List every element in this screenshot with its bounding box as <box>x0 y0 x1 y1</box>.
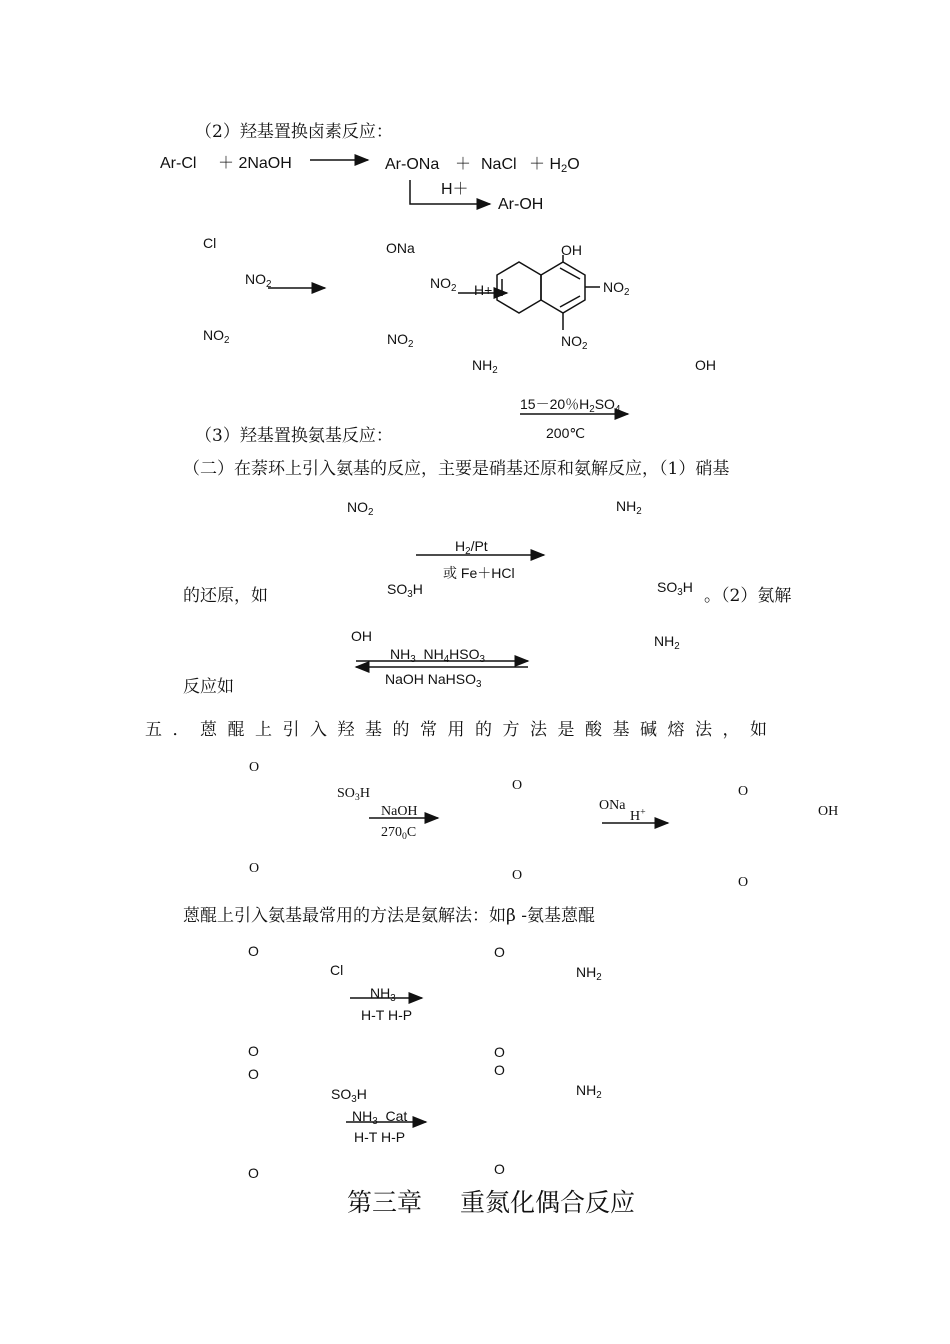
label-oh-s5: OH <box>351 628 372 644</box>
condition-nh3-cat: $NH_3$ Cat <box>352 1108 408 1127</box>
plus-sign: ＋ <box>455 156 472 173</box>
label-o-1: O <box>249 760 260 775</box>
condition-ht-hp-2: H-T H-P <box>354 1129 406 1145</box>
label-ona-s6: ONa <box>599 798 626 813</box>
paragraph-anthraquinone-amino: 蒽醌上引入氨基最常用的方法是氨解法：如β -氨基蒽醌 <box>183 906 595 926</box>
label-o-6: O <box>738 875 749 890</box>
label-hplus: H+ <box>474 282 493 298</box>
label-o-2: O <box>512 778 523 793</box>
label-o-4: O <box>249 861 260 876</box>
label-no2-e: $NO_2$ <box>603 279 630 298</box>
label-o-s7-6: O <box>494 1062 505 1078</box>
label-oh-ring: OH <box>561 242 582 258</box>
condition-acid: 15－20％$H_2SO_4$ <box>520 396 621 415</box>
condition-naoh-s6: NaOH <box>381 804 418 819</box>
label-so3h-a: $SO_3H$ <box>387 581 423 600</box>
product-aroh: Ar-OH <box>498 196 544 213</box>
label-no2-b: $NO_2$ <box>203 327 230 346</box>
label-no2-s4: $NO_2$ <box>347 499 374 518</box>
label-so3h-s6: $SO_3H$ <box>337 786 370 803</box>
label-nh2-s5: $NH_2$ <box>654 633 680 652</box>
condition-nh3-nh4hso3: $NH_3$ $NH_4HSO_3$ <box>390 646 485 665</box>
reactant-arcl: Ar-Cl <box>160 155 197 172</box>
label-oh-s6: OH <box>818 804 839 819</box>
label-nh2-s7b: $NH_2$ <box>576 1082 602 1101</box>
label-no2-c: $NO_2$ <box>430 275 457 294</box>
label-o-s7-5: O <box>248 1066 259 1082</box>
heading-hydroxyl-halogen: （2）羟基置换卤素反应： <box>195 122 393 142</box>
label-o-5: O <box>512 868 523 883</box>
label-nh2-s3: $NH_2$ <box>472 357 498 376</box>
label-cl-s7: Cl <box>330 962 344 978</box>
label-no2-d: $NO_2$ <box>387 331 414 350</box>
condition-naoh-nahso3: NaOH NaHSO$_3$ <box>385 671 482 690</box>
product-nacl: NaCl <box>481 156 517 173</box>
label-oh-s3: OH <box>695 357 716 373</box>
condition-temp: 200℃ <box>546 425 586 441</box>
label-o-3: O <box>738 784 749 799</box>
naphthalene-structure <box>497 255 600 330</box>
label-cl: Cl <box>203 235 217 251</box>
paragraph-anthraquinone-hydroxyl: 五．蒽醌上引入羟基的常用的方法是酸基碱熔法，如 <box>145 720 778 740</box>
condition-h2pt: $H_2/Pt$ <box>455 538 488 557</box>
reagent-naoh: ＋ 2NaOH <box>218 155 292 172</box>
label-o-s7-3: O <box>248 1043 259 1059</box>
label-o-s7-4: O <box>494 1044 505 1060</box>
label-ona: ONa <box>386 240 415 256</box>
heading-hydroxyl-amino: （3）羟基置换氨基反应： <box>195 426 393 446</box>
label-o-s7-2: O <box>494 944 505 960</box>
product-water: ＋ $H_2O$ <box>529 156 580 175</box>
label-o-s7-1: O <box>248 943 259 959</box>
condition-fe-hcl: 或 Fe＋HCl <box>443 565 515 581</box>
label-no2-f: $NO_2$ <box>561 333 588 352</box>
condition-temp-s6: $270_0C$ <box>381 825 417 842</box>
product-arona: Ar-ONa <box>385 156 440 173</box>
label-nh2-s7: $NH_2$ <box>576 964 602 983</box>
label-no2-a: $NO_2$ <box>245 271 272 290</box>
text-ammonolysis-tail: 。（2）氨解 <box>704 586 792 606</box>
label-o-s7-7: O <box>248 1165 259 1181</box>
acid-label: H＋ <box>441 181 469 198</box>
label-so3h-s7: $SO_3H$ <box>331 1086 367 1105</box>
label-o-s7-8: O <box>494 1161 505 1177</box>
condition-ht-hp-1: H-T H-P <box>361 1007 413 1023</box>
label-hplus-s6: H+ <box>630 806 646 824</box>
chapter-title: 第三章 重氮化偶合反应 <box>347 1188 636 1217</box>
condition-nh3-s7: $NH_3$ <box>370 985 396 1004</box>
label-so3h-b: $SO_3H$ <box>657 579 693 598</box>
label-nh2-s4: $NH_2$ <box>616 498 642 517</box>
text-reduction-lead: 的还原，如 <box>183 586 268 606</box>
paragraph-naphthalene-amino: （二）在萘环上引入氨基的反应，主要是硝基还原和氨解反应，（1）硝基 <box>183 459 730 479</box>
text-reaction-lead: 反应如 <box>183 677 234 697</box>
